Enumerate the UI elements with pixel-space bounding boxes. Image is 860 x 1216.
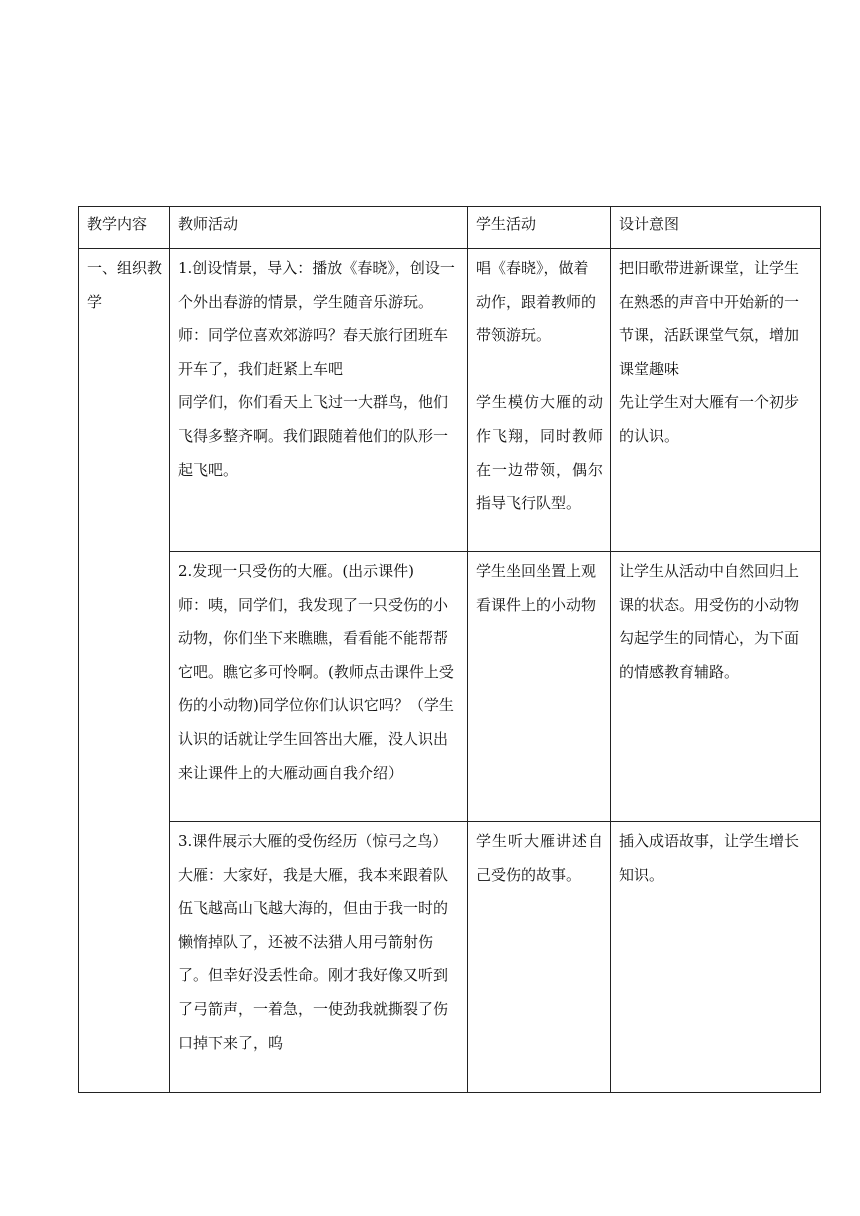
header-design-intent: 设计意图 [611, 207, 821, 249]
intent-paragraph: 让学生从活动中自然回归上课的状态。用受伤的小动物勾起学生的同情心，为下面的情感教育辅路。 [619, 562, 800, 681]
section-cell [79, 249, 170, 1093]
spacer [476, 353, 603, 387]
teacher-paragraph: 师：咦，同学们，我发现了一只受伤的小动物，你们坐下来瞧瞧，看看能不能帮帮它吧。瞧它多可怜啊。(教师点击课件上受伤的小动物)同学位你们认识它吗？（学生认识的话就让学生回答出大雁，没人识出来让课件上的大雁动画自我介绍） [178, 595, 454, 782]
teacher-paragraph: 同学们，你们看天上飞过一大群鸟，他们飞得多整齐啊。我们跟随着他们的队形一起飞吧。 [178, 393, 449, 479]
teacher-paragraph: 1.创设情景，导入：播放《春晓》，创设一个外出春游的情景，学生随音乐游玩。 [178, 259, 455, 311]
table-row [79, 552, 821, 822]
teacher-cell [170, 822, 468, 1093]
student-cell [468, 249, 611, 552]
student-paragraph: 学生坐回坐置上观看课件上的小动物 [476, 562, 597, 614]
header-student-activity: 学生活动 [468, 207, 611, 249]
intent-paragraph: 把旧歌带进新课堂，让学生在熟悉的声音中开始新的一节课，活跃课堂气氛，增加课堂趣味 [619, 259, 800, 378]
student-cell [468, 552, 611, 822]
table-header-row [79, 207, 821, 249]
teacher-cell [170, 552, 468, 822]
lesson-plan-table [78, 206, 821, 1093]
teacher-paragraph: 师：同学位喜欢郊游吗？春天旅行团班车开车了，我们赶紧上车吧 [178, 326, 449, 378]
student-paragraph: 学生听大雁讲述自己受伤的故事。 [476, 832, 603, 884]
intent-cell [611, 552, 821, 822]
teacher-paragraph: 2.发现一只受伤的大雁。(出示课件) [178, 562, 415, 580]
teacher-paragraph: 大雁：大家好，我是大雁，我本来跟着队伍飞越高山飞越大海的，但由于我一时的懒惰掉队了，还被不法猎人用弓箭射伤了。但幸好没丢性命。刚才我好像又听到了弓箭声，一着急，一使劲我就撕裂了伤口掉下来了，呜 [178, 865, 449, 1052]
header-teacher-activity: 教师活动 [170, 207, 468, 249]
teacher-paragraph: 3.课件展示大雁的受伤经历（惊弓之鸟） [178, 832, 448, 850]
intent-paragraph: 插入成语故事，让学生增长知识。 [619, 832, 800, 884]
intent-cell [611, 822, 821, 1093]
table-row [79, 822, 821, 1093]
intent-paragraph: 先让学生对大雁有一个初步的认识。 [619, 393, 800, 445]
section-label: 一、组织教学 [87, 259, 163, 311]
teacher-cell [170, 249, 468, 552]
student-cell [468, 822, 611, 1093]
header-content: 教学内容 [79, 207, 170, 249]
table-row [79, 249, 821, 552]
intent-cell [611, 249, 821, 552]
student-paragraph: 学生模仿大雁的动作飞翔，同时教师在一边带领，偶尔指导飞行队型。 [476, 393, 603, 513]
student-paragraph: 唱《春晓》，做着动作，跟着教师的带领游玩。 [476, 259, 597, 345]
